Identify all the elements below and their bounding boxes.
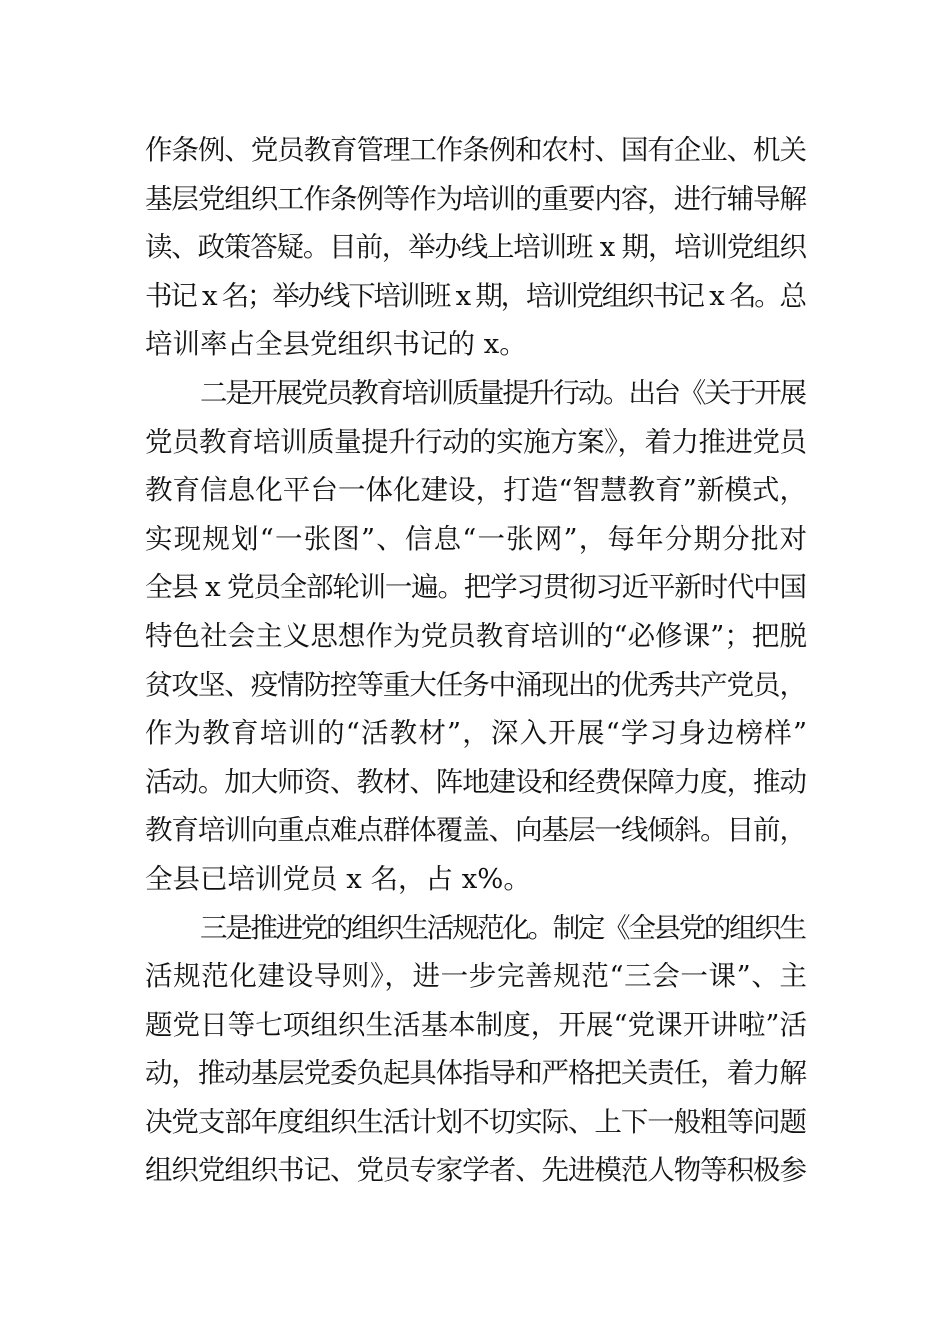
text-line: 作为教育培训的“活教材”，深入开展“学习身边榜样”	[145, 717, 809, 750]
text-line: 活动。加大师资、教材、阵地建设和经费保障力度，推动	[145, 765, 806, 798]
text-line: 贫攻坚、疫情防控等重大任务中涌现出的优秀共产党员，	[145, 668, 806, 701]
paragraph-3	[145, 904, 807, 1196]
text-line: 基层党组织工作条例等作为培训的重要内容，进行辅导解	[145, 182, 806, 215]
text-line: 书记 x 名；举办线下培训班 x 期，培训党组织书记 x 名。总	[145, 279, 805, 312]
text-line: 动，推动基层党委负起具体指导和严格把关责任，着力解	[145, 1057, 806, 1090]
text-line: 决党支部年度组织生活计划不切实际、上下一般粗等问题	[145, 1105, 806, 1138]
document-body	[145, 126, 807, 1195]
text-line: 作条例、党员教育管理工作条例和农村、国有企业、机关	[145, 134, 806, 166]
text-line: 全县已培训党员 x 名，占 x%。	[145, 862, 531, 895]
text-line: 二是开展党员教育培训质量提升行动。出台《关于开展	[200, 376, 805, 409]
text-line: 教育培训向重点难点群体覆盖、向基层一线倾斜。目前，	[145, 814, 806, 847]
text-line: 党员教育培训质量提升行动的实施方案》，着力推进党员	[145, 425, 807, 458]
text-line: 题党日等七项组织生活基本制度，开展“党课开讲啦”活	[145, 1008, 808, 1041]
text-line: 特色社会主义思想作为党员教育培训的“必修课”；把脱	[145, 619, 808, 652]
paragraph-1	[145, 126, 807, 369]
text-line: 全县 x 党员全部轮训一遍。把学习贯彻习近平新时代中国	[145, 571, 806, 604]
text-line: 培训率占全县党组织书记的 x。	[145, 328, 527, 361]
text-line: 教育信息化平台一体化建设，打造“智慧教育”新模式，	[145, 474, 808, 507]
text-line: 活规范化建设导则》，进一步完善规范“三会一课”、主	[145, 960, 808, 993]
text-line: 组织党组织书记、党员专家学者、先进模范人物等积极参	[145, 1154, 806, 1187]
text-line: 实现规划“一张图”、信息“一张网”，每年分期分批对	[145, 522, 809, 555]
text-line: 三是推进党的组织生活规范化。制定《全县党的组织生	[200, 911, 805, 944]
paragraph-2	[145, 369, 807, 904]
text-line: 读、政策答疑。目前，举办线上培训班 x 期，培训党组织	[145, 231, 806, 264]
